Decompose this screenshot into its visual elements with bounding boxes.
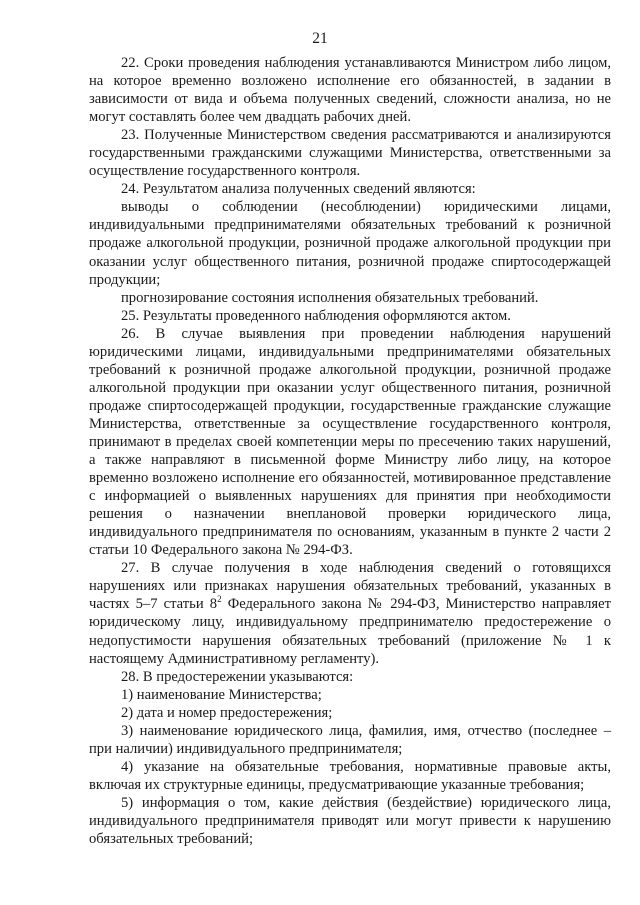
paragraph-26: 26. В случае выявления при проведении наблюдения нарушений юридическими лицами, индивидуальными предпринимателями обязательных требований к розничной продаже алкогольной продукции, розничной продаже алкогольной продукции при оказании услуг общественного питания, розничной продаже спиртосодержащей продукции, государственные гражданские служащие Министерства, ответственные за осуществление государственного контроля, принимают в пределах своей компетенции меры по пресечению таких нарушений, а также направляют в письменной форме Министру либо лицу, на которое временно возложено исполнение его обязанностей, мотивированное представление с информацией о выявленных нарушениях для принятия при необходимости решения о назначении внеплановой проверки юридического лица, индивидуального предпринимателя по основаниям, указанным в пункте 2 части 2 статьи 10 Федерального закона № 294-ФЗ.	[89, 325, 611, 559]
list-item-4: 4) указание на обязательные требования, нормативные правовые акты, включая их структурные единицы, предусматривающие указанные требования;	[89, 758, 611, 793]
list-item-3: 3) наименование юридического лица, фамилия, имя, отчество (последнее – при наличии) индивидуального предпринимателя;	[89, 722, 611, 757]
paragraph-22: 22. Сроки проведения наблюдения устанавливаются Министром либо лицом, на которое временно возложено исполнение его обязанностей, в задании в зависимости от вида и объема полученных сведений, сложности анализа, но не могут составлять более чем двадцать рабочих дней.	[89, 55, 611, 126]
paragraph-27	[89, 559, 611, 667]
paragraph-24: 24. Результатом анализа полученных сведений являются:	[121, 181, 476, 198]
paragraph-28: 28. В предостережении указываются:	[121, 668, 354, 685]
page-number: 21	[312, 30, 328, 47]
paragraph-27-superscript: 2	[217, 594, 222, 605]
paragraph-25: 25. Результаты проведенного наблюдения оформляются актом.	[121, 307, 511, 324]
paragraph-23: 23. Полученные Министерством сведения рассматриваются и анализируются государственными гражданскими служащими Министерства, ответственными за осуществление государственного контроля.	[89, 127, 611, 180]
paragraph-27-text-end: Федерального закона № 294-ФЗ, Министерство направляет юридическому лицу, индивидуальному предпринимателю предостережение о недопустимости нарушения обязательных требований (приложение № 1 к настоящему Административному регламенту).	[89, 596, 611, 667]
paragraph-24-forecast: прогнозирование состояния исполнения обязательных требований.	[121, 289, 539, 306]
document-body	[89, 54, 611, 848]
list-item-2: 2) дата и номер предостережения;	[121, 704, 333, 721]
list-item-1: 1) наименование Министерства;	[121, 686, 322, 703]
list-item-5: 5) информация о том, какие действия (бездействие) юридического лица, индивидуального предпринимателя приводят или могут привести к нарушению обязательных требований;	[89, 794, 611, 848]
paragraph-24-conclusions: выводы о соблюдении (несоблюдении) юридическими лицами, индивидуальными предпринимателями обязательных требований к розничной продаже алкогольной продукции, розничной продаже алкогольной продукции при оказании услуг общественного питания, розничной продаже спиртосодержащей продукции;	[89, 199, 611, 288]
paragraph-27-text-start: 27. В случае получения в ходе наблюдения сведений о готовящихся нарушениях или признаках нарушения обязательных требований, указанных в частях 5–7 статьи 8	[89, 560, 611, 613]
